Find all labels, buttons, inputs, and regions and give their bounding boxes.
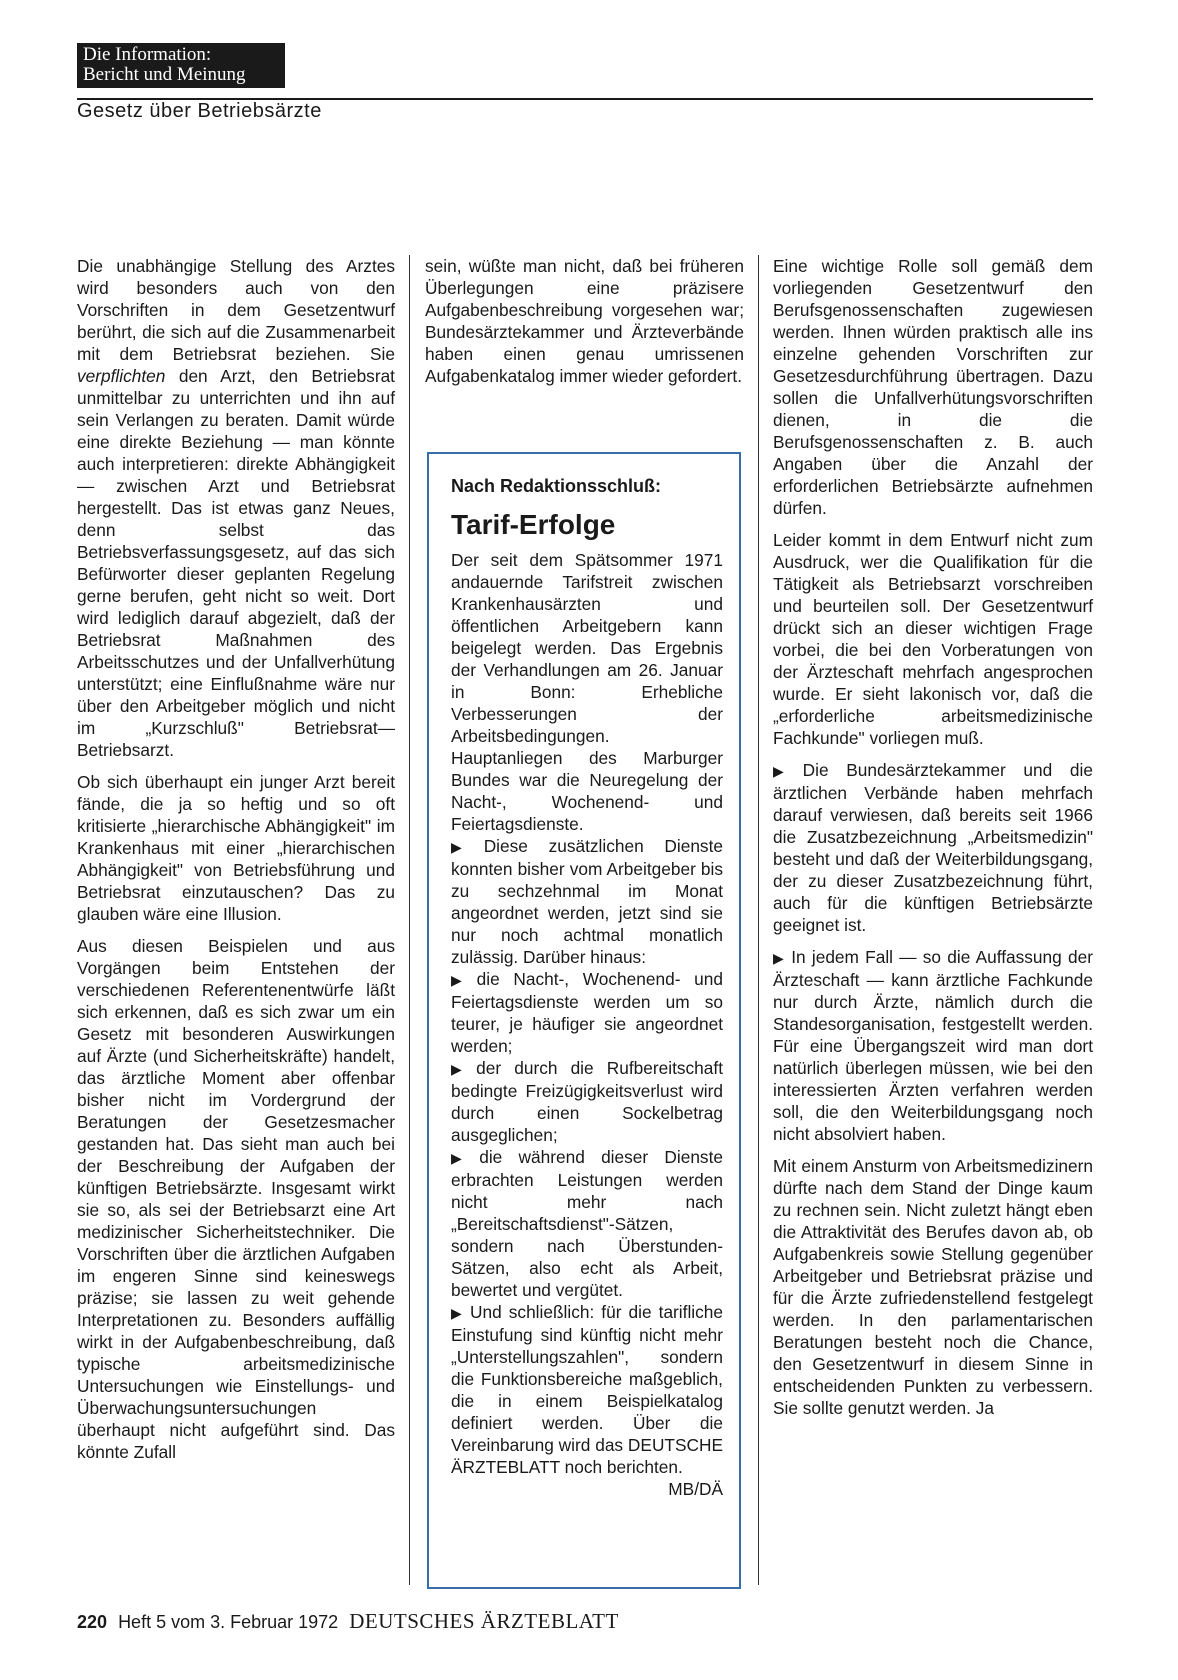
triangle-bullet-icon: ▶ (773, 763, 797, 779)
bullet-item: ▶ die während dieser Dienste erbrachten Leistungen werden nicht mehr nach „Bereitschaftsdienst"-Sätzen, sondern nach Überstunden-Sätzen, also echt als Arbeit, bewertet und vergütet. (451, 1147, 723, 1300)
emphasis: verpflichten (77, 366, 166, 386)
paragraph: sein, wüßte man nicht, daß bei früheren Überlegungen eine präzisere Aufgabenbeschreibung vorgesehen war; Bundesärztekammer und Ärzteverbände haben einen genau umrissenen Aufgabenkatalog immer wieder gefordert. (425, 256, 744, 386)
paragraph: Aus diesen Beispielen und aus Vorgängen beim Entstehen der verschiedenen Referentenentwürfe läßt sich erkennen, daß es sich zwar um ein Gesetz mit besonderen Auswirkungen auf Ärzte (und Sicherheitskräfte) handelt, das ärztliche Moment aber offenbar bisher nicht im Vordergrund der Beratungen der Gesetzesmacher gestanden hat. Das sieht man auch bei der Beschreibung der Aufgaben der künftigen Betriebsärzte. Insgesamt wirkt sie so, als sei der Betriebsarzt eine Art medizinischer Sicherheitstechniker. Die Vorschriften über die ärztlichen Aufgaben im engeren Sinne sind keineswegs präzise; sie lassen zu weit gehende Interpretationen zu. Besonders auffällig wirkt in der Aufgabenbeschreibung, daß typische arbeitsmedizinische Untersuchungen wie Einstellungs- und Überwachungsuntersuchungen überhaupt nicht aufgeführt sind. Das könnte Zufall (77, 936, 395, 1462)
issue-info: Heft 5 vom 3. Februar 1972 (118, 1612, 339, 1632)
page-footer (77, 1609, 619, 1634)
section-tag-line1: Die Information: (83, 44, 212, 65)
section-tag (77, 43, 285, 88)
column-2 (425, 255, 744, 397)
box-body (451, 549, 723, 1499)
section-tag-line2: Bericht und Meinung (83, 64, 246, 85)
column-1 (77, 255, 395, 1473)
paragraph: Eine wichtige Rolle soll gemäß dem vorliegenden Gesetzentwurf den Berufsgenossenschaften zugewiesen werden. Ihnen würden praktisch alle ins einzelne gehenden Vorschriften zur Gesetzesdurchführung übertragen. Dazu sollen die Unfallverhütungsvorschriften dienen, in die die Berufsgenossenschaften z. B. auch Angaben über die Anzahl der erforderlichen Betriebsärzte aufnehmen dürfen. (773, 256, 1093, 518)
bullet-item: ▶ Die Bundesärztekammer und die ärztlichen Verbände haben mehrfach darauf verwiesen, daß bereits seit 1966 die Zusatzbezeichnung „Arbeitsmedizin" besteht und daß der Weiterbildungsgang, der zu dieser Zusatzbezeichnung führt, auch für die künftigen Betriebsärzte geeignet ist. (773, 760, 1093, 935)
triangle-bullet-icon: ▶ (451, 1150, 474, 1166)
paragraph: Der seit dem Spätsommer 1971 andauernde Tarifstreit zwischen Krankenhausärzten und öffentlichen Arbeitgebern kann beigelegt werden. Das Ergebnis der Verhandlungen am 26. Januar in Bonn: Erhebliche Verbesserungen der Arbeitsbedingungen. Hauptanliegen des Marburger Bundes war die Neuregelung der Nacht-, Wochenend- und Feiertagsdienste. (451, 550, 723, 834)
masthead: DEUTSCHES ÄRZTEBLATT (349, 1609, 619, 1633)
triangle-bullet-icon: ▶ (451, 839, 478, 855)
triangle-bullet-icon: ▶ (451, 1305, 465, 1321)
news-box (427, 452, 741, 1589)
triangle-bullet-icon: ▶ (773, 950, 786, 966)
article-kicker: Gesetz über Betriebsärzte (77, 100, 322, 122)
triangle-bullet-icon: ▶ (451, 972, 471, 988)
page-number: 220 (77, 1612, 108, 1632)
bullet-item: ▶ der durch die Rufbereitschaft bedingte Freizügigkeitsverlust wird durch einen Sockelbetrag ausgeglichen; (451, 1058, 723, 1145)
bullet-item: ▶ Und schließlich: für die tarifliche Einstufung sind künftig nicht mehr „Unterstellungszahlen", sondern die Funktionsbereiche maßgeblich, die in einem Beispielkatalog definiert werden. Über die Vereinbarung wird das DEUTSCHE ÄRZTEBLATT noch berichten. MB/DÄ (451, 1302, 723, 1499)
bullet-item: ▶ In jedem Fall — so die Auffassung der Ärzteschaft — kann ärztliche Fachkunde nur durch Ärzte, nämlich durch die Standesorganisation, festgestellt werden. Für eine Übergangszeit wird man dort natürlich überlegen müssen, wie bei den interessierten Ärzten verfahren werden soll, die den Weiterbildungsgang noch nicht absolviert haben. (773, 947, 1093, 1144)
paragraph: Mit einem Ansturm von Arbeitsmedizinern dürfte nach dem Stand der Dinge kaum zu rechnen sein. Nicht zuletzt hängt eben die Attraktivität des Berufes davon ab, ob Aufgabenkreis sowie Stellung gegenüber Arbeitgeber und Betriebsrat präzise und für die Ärzte zufriedenstellend festgelegt werden. In den parlamentarischen Beratungen besteht noch die Chance, den Gesetzentwurf in diesem Sinne in entscheidenden Punkten zu verbessern. Sie sollte genutzt werden. Ja (773, 1156, 1093, 1418)
paragraph: Die unabhängige Stellung des Arztes wird besonders auch von den Vorschriften in dem Gesetzentwurf berührt, die sich auf die Zusammenarbeit mit dem Betriebsrat beziehen. Sie verpflichten den Arzt, den Betriebsrat unmittelbar zu unterrichten und ihn auf sein Verlangen zu beraten. Damit würde eine direkte Beziehung — man könnte auch interpretieren: direkte Abhängigkeit — zwischen Arzt und Betriebsrat hergestellt. Das ist etwas ganz Neues, denn selbst das Betriebsverfassungsgesetz, auf das sich Befürworter dieser geplanten Regelung gerne berufen, geht nicht so weit. Dort wird lediglich darauf abgezielt, daß der Betriebsrat Maßnahmen des Arbeitsschutzes und der Unfallverhütung unterstützt; eine Einflußnahme wäre nur über den Arbeitgeber möglich und nicht im „Kurzschluß" Betriebsrat—Betriebsarzt. (77, 256, 395, 760)
bullet-item: ▶ die Nacht-, Wochenend- und Feiertagsdienste werden um so teurer, je häufiger sie angeordnet werden; (451, 969, 723, 1056)
column-divider (758, 255, 759, 1585)
column-divider (409, 255, 410, 1585)
box-kicker: Nach Redaktionsschluß: (451, 476, 662, 496)
triangle-bullet-icon: ▶ (451, 1061, 471, 1077)
box-title: Tarif-Erfolge (451, 509, 616, 540)
paragraph: Leider kommt in dem Entwurf nicht zum Ausdruck, wer die Qualifikation für die Tätigkeit als Betriebsarzt vorschreiben und beurteilen soll. Der Gesetzentwurf drückt sich an dieser wichtigen Frage vorbei, die bei den Vorberatungen von der Ärzteschaft mehrfach angesprochen wurde. Er sieht lakonisch vor, daß die „erforderliche arbeitsmedizinische Fachkunde" vorliegen muß. (773, 530, 1093, 748)
paragraph: Ob sich überhaupt ein junger Arzt bereit fände, die ja so heftig und so oft kritisierte „hierarchische Abhängigkeit" im Krankenhaus mit einer „hierarchischen Abhängigkeit" von Betriebsführung und Betriebsrat einzutauschen? Das zu glauben wäre eine Illusion. (77, 772, 395, 924)
box-signature: MB/DÄ (668, 1479, 723, 1499)
column-3 (773, 255, 1093, 1429)
bullet-item: ▶ Diese zusätzlichen Dienste konnten bisher vom Arbeitgeber bis zu sechzehnmal im Monat angeordnet werden, jetzt sind sie nur noch achtmal monatlich zulässig. Darüber hinaus: (451, 836, 723, 967)
